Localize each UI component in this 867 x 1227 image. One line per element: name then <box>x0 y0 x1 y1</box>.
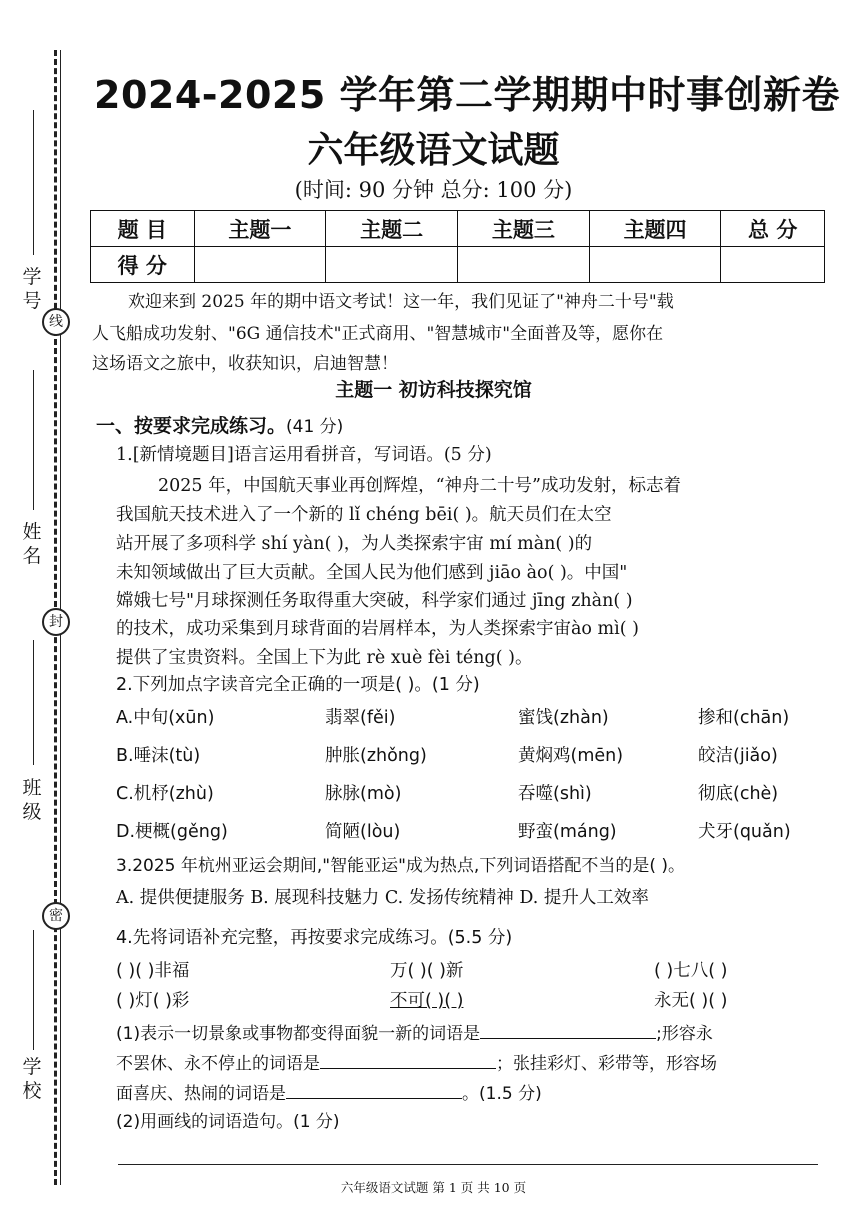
q4-sub1-text: 不罢休、永不停止的词语是 <box>116 1054 320 1074</box>
theme-title: 主题一 初访科技探究馆 <box>335 379 532 401</box>
q4-idiom: ( )灯( )彩 <box>116 991 190 1011</box>
q4-idiom-underlined: 不可( )( ) <box>390 991 464 1011</box>
q2-option: 皎洁(jiǎo) <box>698 746 778 766</box>
score-cell[interactable] <box>457 247 589 283</box>
q4-sub2: (2)用画线的词语造句。(1 分) <box>116 1112 340 1132</box>
q2-option: 野蛮(máng) <box>518 822 617 842</box>
score-cell[interactable] <box>326 247 458 283</box>
q2-option: 肿胀(zhǒng) <box>325 746 427 766</box>
q4-idiom: 万( )( )新 <box>390 961 464 981</box>
score-table-score-row <box>91 247 825 283</box>
exam-title: 2024-2025 学年第二学期期中时事创新卷 <box>94 73 841 117</box>
answer-blank[interactable] <box>480 1019 656 1039</box>
score-header-cell: 主题三 <box>457 211 589 247</box>
intro-line: 这场语文之旅中，收获知识，启迪智慧！ <box>92 354 398 374</box>
score-header-cell: 总 分 <box>721 211 825 247</box>
q1-line: 嫦娥七号"月球探测任务取得重大突破，科学家们通过 jīng zhàn( ) <box>116 591 633 611</box>
q2-option: C.机杼(zhù) <box>116 784 214 804</box>
q4-sub1-text: 。(1.5 分) <box>462 1084 542 1104</box>
score-header-cell: 主题四 <box>589 211 721 247</box>
q3-head: 3.2025 年杭州亚运会期间,"智能亚运"成为热点,下列词语搭配不当的是( )。 <box>116 856 686 876</box>
exam-subtitle: 六年级语文试题 <box>307 130 560 171</box>
q4-idiom: 永无( )( ) <box>654 991 728 1011</box>
score-table-header-row <box>91 211 825 247</box>
page-footer: 六年级语文试题 第 1 页 共 10 页 <box>340 1180 527 1195</box>
name-label: 姓 名 <box>22 521 42 567</box>
q4-sub1-line2 <box>116 1049 717 1076</box>
class-label: 班 级 <box>22 777 42 823</box>
q4-idiom: ( )( )非福 <box>116 961 190 981</box>
q1-line: 未知领域做出了巨大贡献。全国人民为他们感到 jiāo ào( )。中国" <box>116 563 628 583</box>
q1-line: 2025 年，中国航天事业再创辉煌，“神舟二十号”成功发射，标志着 <box>158 476 681 496</box>
q4-idiom: ( )七八( ) <box>654 961 728 981</box>
q2-option: 脉脉(mò) <box>325 784 402 804</box>
q4-head: 4.先将词语补充完整，再按要求完成练习。(5.5 分) <box>116 928 513 948</box>
exam-meta: (时间: 90 分钟 总分: 100 分) <box>294 178 573 202</box>
score-header-cell: 主题二 <box>326 211 458 247</box>
footer-divider <box>118 1164 818 1165</box>
circle-xian: 线 <box>42 308 70 336</box>
intro-line: 人飞船成功发射、"6G 通信技术"正式商用、"智慧城市"全面普及等，愿你在 <box>92 324 664 344</box>
score-cell[interactable] <box>721 247 825 283</box>
circle-feng: 封 <box>42 608 70 636</box>
school-label: 学 校 <box>22 1056 42 1102</box>
q4-sub1-text: ;形容永 <box>656 1024 713 1044</box>
q4-sub1-line3 <box>116 1079 542 1106</box>
class-fill-line <box>33 640 34 765</box>
score-header-cell: 题 目 <box>91 211 195 247</box>
q2-option: D.梗概(gěng) <box>116 822 228 842</box>
q2-option: A.中旬(xūn) <box>116 708 215 728</box>
answer-blank[interactable] <box>320 1049 496 1069</box>
q2-option: 简陋(lòu) <box>325 822 401 842</box>
q4-sub1-line1 <box>116 1019 713 1046</box>
q2-option: 吞噬(shì) <box>518 784 592 804</box>
q3-options: A. 提供便捷服务 B. 展现科技魅力 C. 发扬传统精神 D. 提升人工效率 <box>116 888 649 908</box>
answer-blank[interactable] <box>286 1079 462 1099</box>
school-fill-line <box>33 930 34 1050</box>
q1-head: 1.[新情境题目]语言运用看拼音，写词语。(5 分) <box>116 445 492 465</box>
section-title-text: 一、按要求完成练习。 <box>96 415 287 437</box>
q2-option: 彻底(chè) <box>698 784 779 804</box>
q2-option: 蜜饯(zhàn) <box>518 708 609 728</box>
q4-sub1-text: (1)表示一切景象或事物都变得面貌一新的词语是 <box>116 1024 481 1044</box>
student-id-label: 学 号 <box>22 266 42 312</box>
q1-line: 我国航天技术进入了一个新的 lǐ chéng bēi( )。航天员们在太空 <box>116 505 612 525</box>
q1-line: 提供了宝贵资料。全国上下为此 rè xuè fèi téng( )。 <box>116 648 533 668</box>
q2-head: 2.下列加点字读音完全正确的一项是( )。(1 分) <box>116 675 480 695</box>
q2-option: 翡翠(fěi) <box>325 708 396 728</box>
q1-line: 的技术，成功采集到月球背面的岩屑样本，为人类探索宇宙ào mì( ) <box>116 619 639 639</box>
q2-option: 黄焖鸡(mēn) <box>518 746 624 766</box>
q2-option: 掺和(chān) <box>698 708 790 728</box>
score-table <box>90 210 825 283</box>
section-score: (41 分) <box>286 417 344 437</box>
score-row-label: 得 分 <box>91 247 195 283</box>
q4-sub1-text: 面喜庆、热闹的词语是 <box>116 1084 286 1104</box>
circle-mi: 密 <box>42 902 70 930</box>
section-title <box>96 414 343 439</box>
q2-option: 犬牙(quǎn) <box>698 822 791 842</box>
score-cell[interactable] <box>589 247 721 283</box>
q1-line: 站开展了多项科学 shí yàn( )，为人类探索宇宙 mí màn( )的 <box>116 534 593 554</box>
score-header-cell: 主题一 <box>194 211 326 247</box>
score-cell[interactable] <box>194 247 326 283</box>
intro-line: 欢迎来到 2025 年的期中语文考试！这一年，我们见证了"神舟二十号"载 <box>128 292 674 312</box>
q2-option: B.唾沫(tù) <box>116 746 201 766</box>
q4-sub1-text: ；张挂彩灯、彩带等，形容场 <box>496 1054 717 1074</box>
